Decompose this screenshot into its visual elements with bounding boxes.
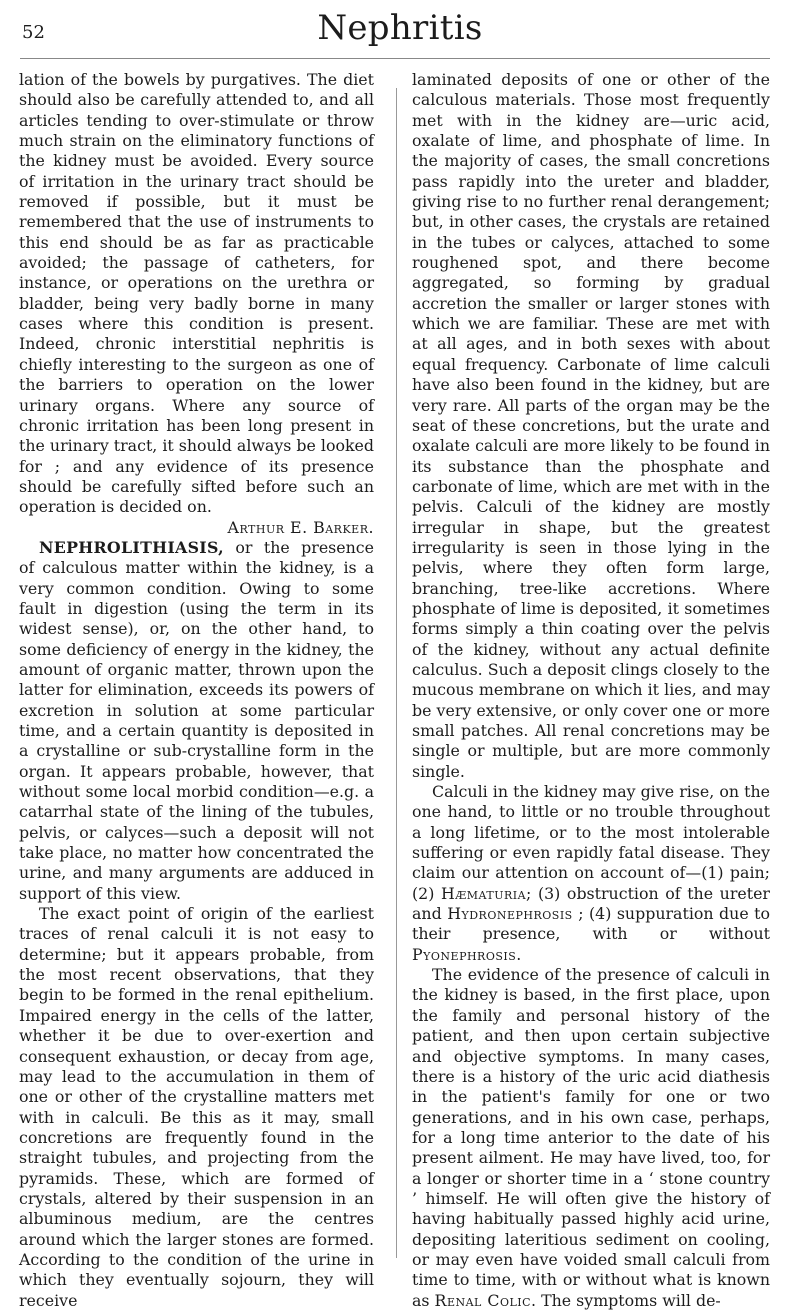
text-run: Calculi in the kidney may give rise, on the one hand, to little or no trouble throughout a long lifetime, or to the most intolerable suffering or even rapidly fatal disease. They claim our attention on account of—(1) pain; (2) — [412, 782, 770, 903]
cross-reference: Renal Colic — [434, 1290, 532, 1310]
left-column — [19, 70, 374, 1311]
text-run: . The symptoms will de- — [531, 1290, 721, 1310]
paragraph-evidence — [412, 965, 770, 1311]
cross-reference: Pyonephrosis — [412, 944, 517, 964]
paragraph-deposits — [412, 70, 770, 782]
paragraph-origin — [19, 904, 374, 1311]
text-run: The evidence of the presence of calculi in the kidney is based, in the first place, upon the family and personal history of the patient, and then upon certain subjective and objective symptoms. In many cases, there is a history of the uric acid diathesis in the patient's family for one or two generations, and in his own case, perhaps, for a long time anterior to the date of his present ailment. He may have lived, too, for a longer or shorter time in a ‘ stone country ’ himself. He will often give the history of having habitually passed highly acid urine, depositing lateritious sediment on cooling, or may even have voided small calculi from time to time, with or without what is known as — [412, 965, 770, 1310]
text-run: ; (3) obstruction of the ureter and — [412, 883, 770, 924]
paragraph-nephrolithiasis — [19, 538, 374, 904]
page-number: 52 — [22, 22, 45, 43]
right-column — [412, 70, 770, 1311]
paragraph-continued — [19, 70, 374, 538]
column-divider — [396, 88, 397, 1258]
author-signature: Arthur E. Barker. — [227, 517, 374, 537]
paragraph-text: The exact point of origin of the earliest traces of renal calculi it is not easy to determine; but it appears probable, from the most recent observations, that they begin to be formed in the renal epithelium. Impaired energy in the cells of the latter, whether it be due to over-exertion and consequent exhaustion, or decay from age, may lead to the accumulation in them of one or other of the crystalline matters met with in calculi. Be this as it may, small concretions are frequently found in the straight tubules, and projecting from the pyramids. These, which are formed of crystals, altered by their suspension in an albuminous medium, are the centres around which the larger stones are formed. According to the condition of the urine in which they eventually sojourn, they will receive — [19, 904, 374, 1310]
cross-reference: Hæmaturia — [440, 883, 527, 903]
cross-reference: Hydronephrosis — [447, 904, 573, 924]
entry-headword: NEPHROLITHIASIS, — [39, 537, 224, 557]
paragraph-text: or the presence of calculous matter within the kidney, is a very common condition. Owing to some fault in digestion (using the term in its widest sense), or, on the other hand, to some deficiency of energy in the kidney, the amount of organic matter, thrown upon the latter for elimination, exceeds its powers of excretion in solution at some particular time, and a certain quantity is deposited in a crystalline or sub-crystalline form in the organ. It appears probable, however, that without some local morbid condition—e.g. a catarrhal state of the lining of the tubules, pelvis, or calyces—such a deposit will not take place, no matter how concentrated the urine, and many arguments are adduced in support of this view. — [19, 537, 374, 903]
paragraph-text: laminated deposits of one or other of the calculous materials. Those most frequently met with in the kidney are—uric acid, oxalate of lime, and phosphate of lime. In the majority of cases, the small concretions pass rapidly into the ureter and bladder, giving rise to no further renal derangement; but, in other cases, the crystals are retained in the tubes or calyces, attached to some roughened spot, and there become aggregated, so forming by gradual accretion the smaller or larger stones with which we are familiar. These are met with at all ages, and in both sexes with about equal frequency. Carbonate of lime calculi have also been found in the kidney, but are very rare. All parts of the organ may be the seat of these concretions, but the urate and oxalate calculi are more likely to be found in its substance than the phosphate and carbonate of lime, which are met with in the pelvis. Calculi of the kidney are mostly irregular in shape, but the greatest irregularity is seen in those lying in the pelvis, where they often form large, branching, tree-like accretions. Where phosphate of lime is deposited, it sometimes forms simply a thin coating over the pelvis of the kidney, without any actual definite calculus. Such a deposit clings closely to the mucous membrane on which it lies, and may be very extensive, or only cover one or more small patches. All renal concretions may be single or multiple, but are more commonly single. — [412, 70, 770, 781]
text-run: . — [516, 944, 522, 964]
paragraph-symptoms — [412, 782, 770, 965]
header-rule — [20, 58, 770, 59]
page-title: Nephritis — [317, 8, 483, 48]
paragraph-text: lation of the bowels by purgatives. The diet should also be carefully attended to, and all articles tending to over-stimulate or throw much strain on the eliminatory functions of the kidney must be avoided. Every source of irritation in the urinary tract should be removed if possible, but it must be remembered that the use of instruments to this end should be as far as practicable avoided; the passage of catheters, for instance, or operations on the urethra or bladder, being very badly borne in many cases where this condition is present. Indeed, chronic interstitial nephritis is chiefly interesting to the surgeon as one of the barriers to operation on the lower urinary organs. Where any source of chronic irritation has been long present in the urinary tract, it should always be looked for ; and any evidence of its presence should be carefully sifted before such an operation is decided on. — [19, 70, 374, 517]
text-run: ; (4) suppuration due to their presence, with or without — [412, 904, 770, 944]
